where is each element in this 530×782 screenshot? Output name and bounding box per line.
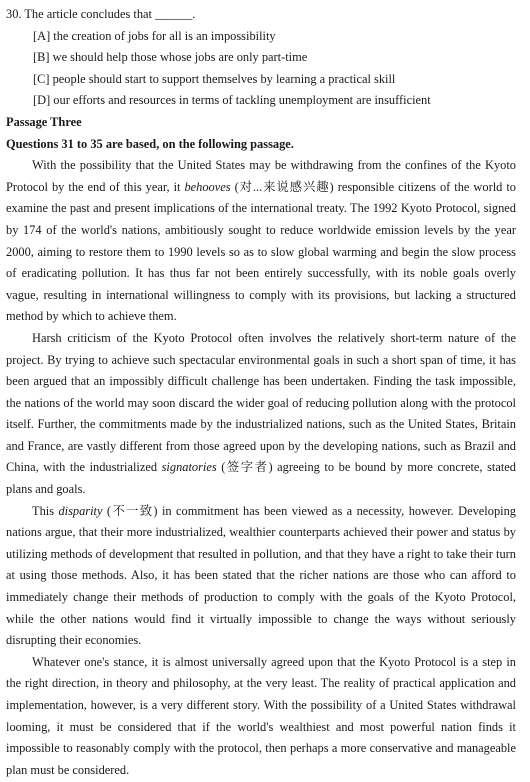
paragraph-3-keyword: disparity bbox=[58, 503, 103, 518]
paragraph-1-text-a: With the possibility that the United States may be withdrawing from the confines of the Kyoto Protocol by the end of this year, it bbox=[6, 158, 516, 194]
paragraph-1-gloss: (对...来说感兴趣) bbox=[230, 179, 334, 194]
paragraph-2-keyword: signatories bbox=[161, 460, 217, 475]
paragraph-2-gloss: (签字者) bbox=[216, 460, 273, 475]
paragraph-3-text-b: in commitment has been viewed as a necessity, however. Developing nations argue, that their more industrialized, wealthier counterparts achieved their power and status by utilizing methods of development that resulted in pollution, and that they have a right to take their turn at using those methods. Also, it has been stated that the richer nations are those who can afford to immediately change their methods of production to comply with the goals of the Kyoto Protocol, while the other nations would find it virtually impossible to change the ways without seriously disrupting their economies. bbox=[6, 503, 516, 648]
paragraph-4: Whatever one's stance, it is almost universally agreed upon that the Kyoto Protocol is a step in the right direction, in theory and philosophy, at the very least. The reality of practical application and implementation, however, is a very different story. With the possibility of a United States withdrawal looming, it must be considered that if the world's wealthiest and most powerful nation finds it impossible to reasonably comply with the protocol, then perhaps a more conservative and manageable plan must be considered. bbox=[6, 654, 516, 777]
questions-heading: Questions 31 to 35 are based, on the following passage. bbox=[6, 136, 294, 151]
option-c: [C] people should start to support themselves by learning a practical skill bbox=[33, 71, 396, 86]
option-b: [B] we should help those whose jobs are only part-time bbox=[33, 50, 308, 65]
paragraph-1-keyword: behooves bbox=[184, 179, 231, 194]
paragraph-2-text-a: Harsh criticism of the Kyoto Protocol often involves the relatively short-term nature of the project. By trying to achieve such spectacular environmental goals in such a short span of time, it has been argued that an impossibly difficult challenge has been undertaken. Finding the task impossible, the nations of the world may soon discard the wider goal of reducing pollution along with the protocol itself. Further, the commitments made by the industrialized nations, such as the United States, Britain and France, are vastly different from those agreed upon by the developing nations, such as Brazil and China, with the industrialized bbox=[6, 330, 516, 475]
paragraph-1 bbox=[6, 155, 516, 328]
option-d: [D] our efforts and resources in terms of tackling unemployment are insufficient bbox=[33, 93, 431, 108]
paragraph-3-gloss: (不一致) bbox=[102, 503, 158, 518]
paragraph-1-text-b: responsible citizens of the world to examine the past and present implications of the international treaty. The 1992 Kyoto Protocol, signed by 174 of the world's nations, ambitiously sought to reduce worldwide emission levels by the year 2000, aiming to restore them to 1990 levels so as to slow global warming and begin the slow process of eradicating pollution. It has thus far not been entirely successfully, with its noble goals overly vague, resulting in international willingness to comply with its provisions, but lacking a structured method by which to achieve them. bbox=[6, 179, 516, 324]
paragraph-2-text-b: agreeing to be bound by more concrete, stated plans and goals. bbox=[6, 460, 516, 497]
paragraph-3-text-a: This bbox=[32, 503, 59, 518]
question-30-stem: 30. The article concludes that ______. bbox=[6, 7, 196, 21]
paragraph-3 bbox=[6, 501, 516, 652]
option-a: [A] the creation of jobs for all is an impossibility bbox=[33, 28, 276, 43]
passage-heading: Passage Three bbox=[6, 114, 82, 129]
paragraph-2 bbox=[6, 328, 516, 501]
